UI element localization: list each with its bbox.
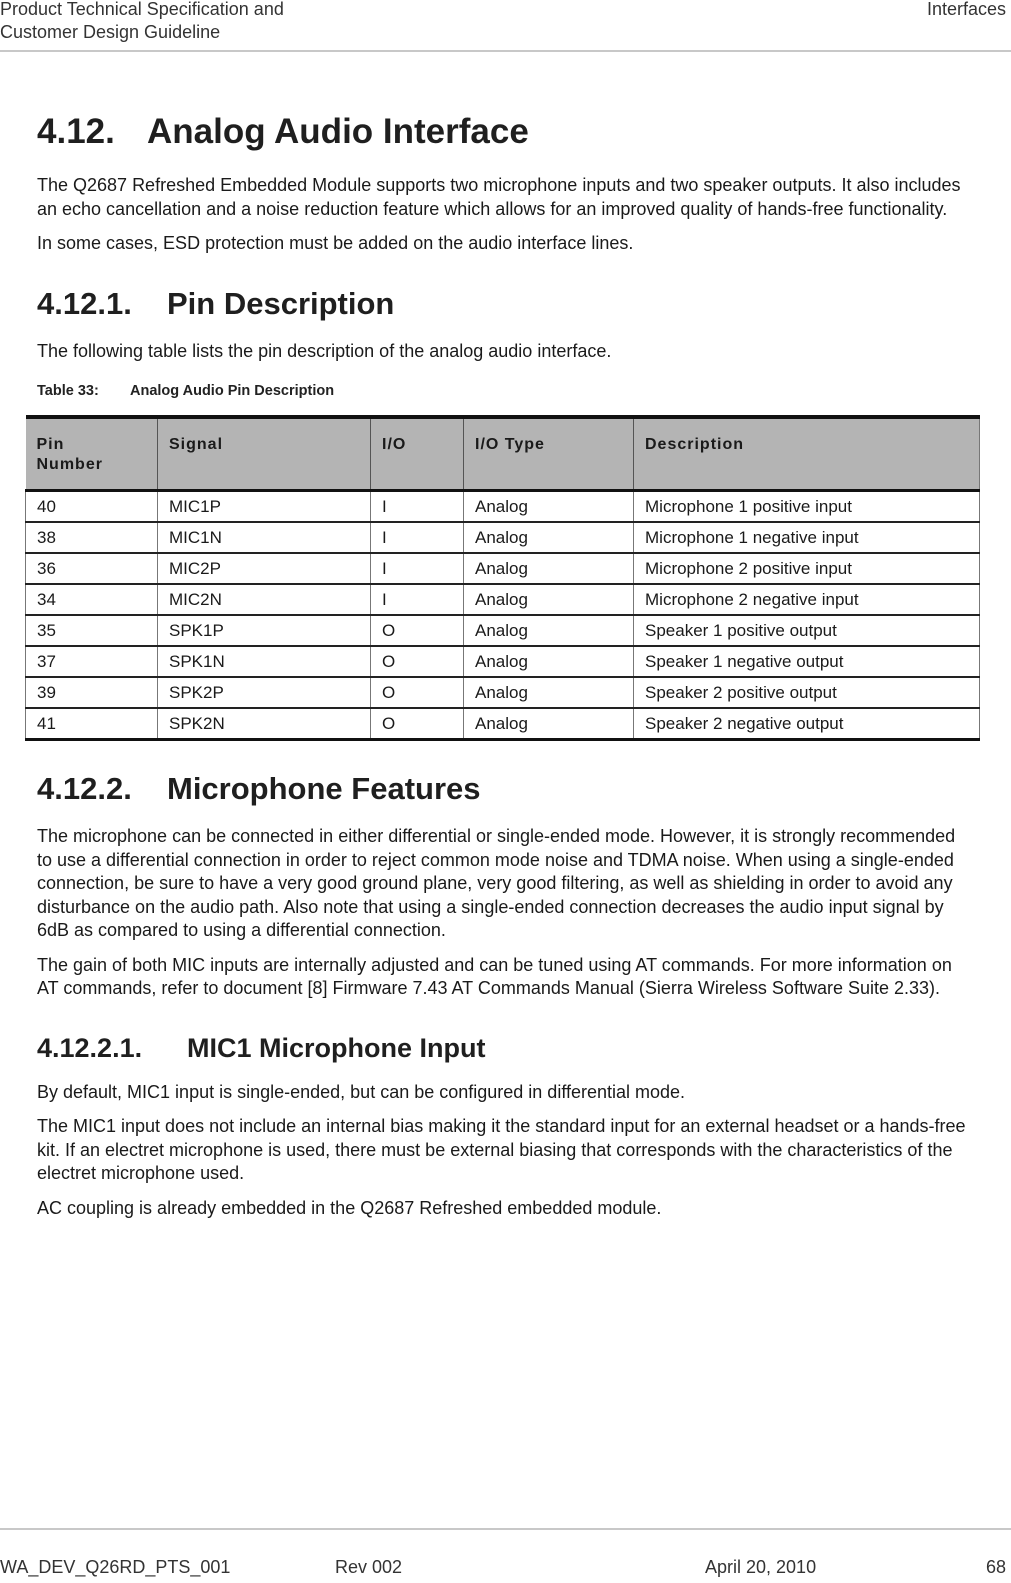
page-content [37,108,967,1231]
cell-io-type: Analog [464,553,634,584]
heading-4-12 [37,108,967,156]
cell-io-type: Analog [464,677,634,708]
heading-4-12-1 [37,284,967,324]
pin-header-line2: Number [36,456,103,473]
table-caption-title: Analog Audio Pin Description [130,383,335,399]
column-header-description: Description [634,417,980,491]
heading-number: 4.12.2.1. [37,1032,143,1063]
cell-pin: 41 [26,708,158,740]
cell-pin: 37 [26,646,158,677]
cell-io: O [371,615,464,646]
heading-number: 4.12.2. [37,771,132,806]
pin-header-line1: Pin [36,436,65,453]
heading-4-12-2-1 [37,1031,967,1065]
table-caption-number: Table 33: [37,383,99,399]
heading-title: Pin Description [167,285,395,321]
heading-number: 4.12. [37,112,115,151]
heading-title: Microphone Features [167,771,481,806]
paragraph: The gain of both MIC inputs are internally adjusted and can be tuned using AT commands. For more information on AT commands, refer to document [8] Firmware 7.43 AT Commands Manual (Sierra Wireless Software Suite 2.33). [37,954,952,998]
table-row [26,553,980,584]
cell-description: Speaker 2 negative output [634,708,980,740]
column-header-signal: Signal [158,417,371,491]
table-row [26,491,980,523]
cell-description: Microphone 2 positive input [634,553,980,584]
cell-pin: 36 [26,553,158,584]
cell-io-type: Analog [464,646,634,677]
table-row [26,646,980,677]
header-document-title [0,0,284,44]
page-footer [0,1528,1011,1583]
table-row [26,615,980,646]
table-row [26,522,980,553]
footer-date: April 20, 2010 [705,1557,817,1577]
cell-description: Microphone 1 negative input [634,522,980,553]
paragraph: By default, MIC1 input is single-ended, but can be configured in differential mode. [37,1081,686,1102]
cell-io: O [371,708,464,740]
header-title-line2: Customer Design Guideline [0,22,221,42]
footer-revision: Rev 002 [335,1557,403,1577]
cell-signal: SPK2N [158,708,371,740]
footer-document-id: WA_DEV_Q26RD_PTS_001 [0,1557,231,1577]
paragraph: The following table lists the pin description of the analog audio interface. [37,340,612,361]
heading-title: MIC1 Microphone Input [187,1032,486,1063]
cell-io-type: Analog [464,522,634,553]
cell-description: Microphone 1 positive input [634,491,980,523]
cell-signal: SPK1P [158,615,371,646]
cell-signal: MIC1P [158,491,371,523]
heading-4-12-2 [37,769,967,809]
cell-description: Speaker 1 positive output [634,615,980,646]
cell-description: Speaker 1 negative output [634,646,980,677]
cell-io: I [371,553,464,584]
cell-pin: 35 [26,615,158,646]
cell-pin: 34 [26,584,158,615]
heading-title: Analog Audio Interface [147,112,529,151]
heading-number: 4.12.1. [37,285,132,321]
paragraph: The Q2687 Refreshed Embedded Module supports two microphone inputs and two speaker outputs. It also includes an echo cancellation and a noise reduction feature which allows for an improved quality of hands-free functionality. [37,175,961,219]
cell-signal: MIC2P [158,553,371,584]
cell-description: Microphone 2 negative input [634,584,980,615]
cell-description: Speaker 2 positive output [634,677,980,708]
cell-io: O [371,646,464,677]
cell-io-type: Analog [464,708,634,740]
cell-signal: MIC2N [158,584,371,615]
cell-pin: 39 [26,677,158,708]
footer-page-number: 68 [985,1557,1006,1577]
table-row [26,584,980,615]
cell-signal: SPK1N [158,646,371,677]
column-header-pin-number [26,417,158,491]
cell-io: I [371,522,464,553]
table-header-row [26,417,980,491]
table-row [26,708,980,740]
paragraph: AC coupling is already embedded in the Q2687 Refreshed embedded module. [37,1197,662,1218]
cell-signal: MIC1N [158,522,371,553]
header-section-name: Interfaces [926,0,1006,19]
cell-io-type: Analog [464,615,634,646]
table-caption [37,383,967,399]
header-title-line1: Product Technical Specification and [0,0,284,19]
cell-io-type: Analog [464,584,634,615]
column-header-io: I/O [371,417,464,491]
table-row [26,677,980,708]
column-header-io-type: I/O Type [464,417,634,491]
cell-io: I [371,584,464,615]
cell-pin: 38 [26,522,158,553]
cell-pin: 40 [26,491,158,523]
paragraph: The MIC1 input does not include an internal bias making it the standard input for an external headset or a hands-free kit. If an electret microphone is used, there must be external biasing that corresponds with the characteristics of the electret microphone used. [37,1116,966,1183]
paragraph: In some cases, ESD protection must be added on the audio interface lines. [37,233,634,253]
cell-io: I [371,491,464,523]
paragraph: The microphone can be connected in either differential or single-ended mode. However, it is strongly recommended to use a differential connection in order to reject common mode noise and TDMA noise. When using a single-ended connection, be sure to have a very good ground plane, very good filtering, as well as shielding in order to avoid any disturbance on the audio path. Also note that using a single-ended connection decreases the audio input signal by 6dB as compared to using a differential connection. [37,826,956,940]
cell-io-type: Analog [464,491,634,523]
cell-signal: SPK2P [158,677,371,708]
pin-description-table [25,415,980,741]
page-header [0,0,1011,52]
cell-io: O [371,677,464,708]
